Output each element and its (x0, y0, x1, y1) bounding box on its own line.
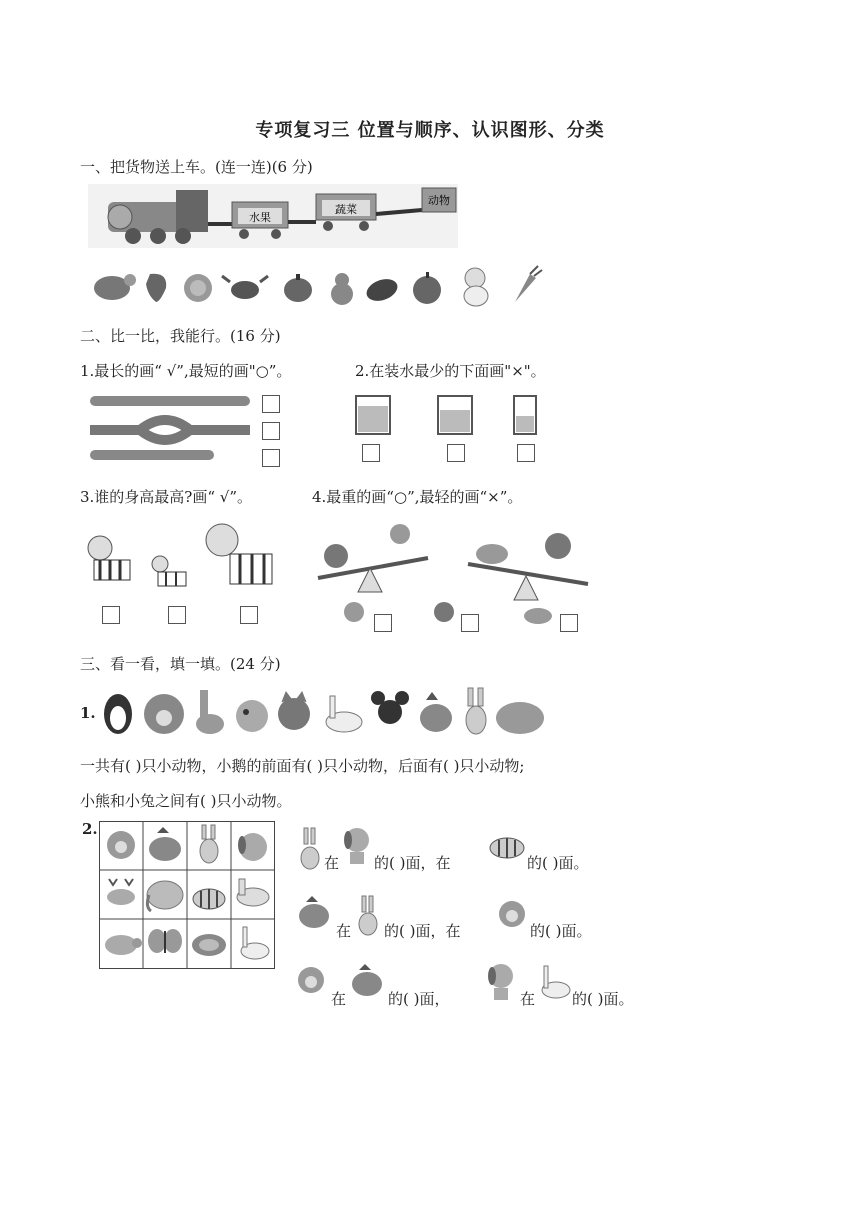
zebra-2-icon (152, 556, 186, 586)
rooster-icon (348, 964, 386, 1000)
cabbage-icon (184, 274, 212, 302)
dog-icon (342, 822, 372, 866)
hippo-icon (496, 702, 544, 734)
rabbit-icon (298, 826, 322, 872)
penguin-icon (104, 694, 132, 734)
beaker-checkbox-1[interactable] (362, 444, 380, 462)
seesaw-2 (468, 533, 588, 600)
section3-q1-number: 1. (80, 704, 96, 722)
page-title: 专项复习三 位置与顺序、认识图形、分类 (255, 120, 605, 141)
beaker-1 (356, 396, 390, 434)
tiger-icon (487, 824, 527, 862)
bear-icon (144, 694, 184, 734)
section2-q1: 1.最长的画“ √”,最短的画"○”。 (80, 362, 292, 380)
q2-row2-text-a: 在 (336, 922, 352, 940)
pumpkin-icon (284, 274, 312, 302)
zebra-3-icon (206, 524, 272, 584)
car-label-fruit: 水果 (249, 211, 271, 224)
monkey-icon (434, 602, 454, 622)
zebras-illustration (80, 518, 280, 602)
apple-icon (413, 272, 441, 304)
zebra-checkbox-2[interactable] (168, 606, 186, 624)
section2-q3: 3.谁的身高最高?画“ √”。 (80, 488, 253, 506)
animal-row-illustration (100, 682, 548, 740)
pear-icon (331, 273, 353, 305)
dog-icon (236, 700, 268, 732)
section2-q2: 2.在装水最少的下面画"×"。 (355, 362, 546, 380)
weight-checkbox-1[interactable] (374, 614, 392, 632)
section1-heading: 一、把货物送上车。(连一连)(6 分) (80, 158, 313, 176)
q2-row1-text-c[interactable]: 的( )面。 (527, 854, 589, 872)
cargo-items[interactable] (90, 262, 550, 308)
rooster-icon (420, 692, 452, 732)
mickey-icon (371, 691, 409, 724)
q2-row3-text-d[interactable]: 的( )面。 (572, 990, 634, 1008)
carrot-icon (515, 266, 542, 302)
section3-fill-line1[interactable]: 一共有( )只小动物，小鹅的前面有( )只小动物，后面有( )只小动物; (80, 757, 525, 775)
rabbit-icon (390, 524, 410, 544)
beaker-checkbox-2[interactable] (447, 444, 465, 462)
q2-row1-text-b[interactable]: 的( )面，在 (374, 854, 451, 872)
monkey-icon (545, 533, 571, 559)
pig-icon (476, 544, 508, 564)
zebra-checkbox-3[interactable] (240, 606, 258, 624)
giraffe-icon (196, 690, 224, 734)
rabbit-icon (356, 894, 380, 938)
seesaws-illustration (312, 516, 602, 636)
section3-fill-line2[interactable]: 小熊和小兔之间有( )只小动物。 (80, 792, 292, 810)
cat-icon (278, 692, 310, 730)
crab-icon (222, 276, 268, 299)
q2-row2-text-b[interactable]: 的( )面，在 (384, 922, 461, 940)
ropes-illustration (90, 392, 250, 466)
rope-checkbox-3[interactable] (262, 449, 280, 467)
q2-row1-text-a: 在 (324, 854, 340, 872)
animal-grid (99, 821, 275, 969)
monkey-icon (294, 962, 328, 1002)
rope-checkbox-2[interactable] (262, 422, 280, 440)
monkey-icon (496, 896, 528, 936)
q2-row3-text-c: 在 (520, 990, 536, 1008)
section3-heading: 三、看一看，填一填。(24 分) (80, 655, 281, 673)
grid-butterfly-icon (148, 929, 182, 953)
rabbit-icon (344, 602, 364, 622)
eggplant-icon (364, 275, 401, 305)
weight-checkbox-2[interactable] (461, 614, 479, 632)
weight-checkbox-3[interactable] (560, 614, 578, 632)
section3-q2-number: 2. (82, 820, 98, 838)
pig-icon (524, 608, 552, 624)
turtle-icon (94, 274, 136, 300)
beaker-3 (514, 396, 536, 434)
beaker-2 (438, 396, 472, 434)
beakers-illustration (350, 392, 550, 436)
zebra-checkbox-1[interactable] (102, 606, 120, 624)
duck-icon (464, 268, 488, 306)
goose-icon (326, 696, 362, 732)
q2-row3-text-b[interactable]: 的( )面， (388, 990, 450, 1008)
car-label-animal: 动物 (428, 194, 450, 207)
monkey-icon (324, 544, 348, 568)
grid-monkey-icon (107, 831, 135, 859)
seesaw-1 (318, 524, 428, 592)
rooster-icon (296, 896, 332, 932)
train-illustration (88, 184, 458, 248)
grid-tortoise-icon (192, 934, 226, 956)
rabbit-icon (466, 688, 486, 734)
section2-q4: 4.最重的画“○”,最轻的画“×”。 (312, 488, 523, 506)
dog-icon (486, 960, 516, 1002)
strawberry-icon (146, 274, 166, 302)
car-label-vegetable: 蔬菜 (335, 203, 357, 216)
q2-row2-text-c[interactable]: 的( )面。 (530, 922, 592, 940)
rope-checkbox-1[interactable] (262, 395, 280, 413)
q2-row3-text-a: 在 (331, 990, 347, 1008)
goose-icon (538, 960, 572, 1002)
section2-heading: 二、比一比，我能行。(16 分) (80, 327, 281, 345)
zebra-1-icon (88, 536, 130, 580)
beaker-checkbox-3[interactable] (517, 444, 535, 462)
grid-tiger-icon (193, 889, 225, 909)
